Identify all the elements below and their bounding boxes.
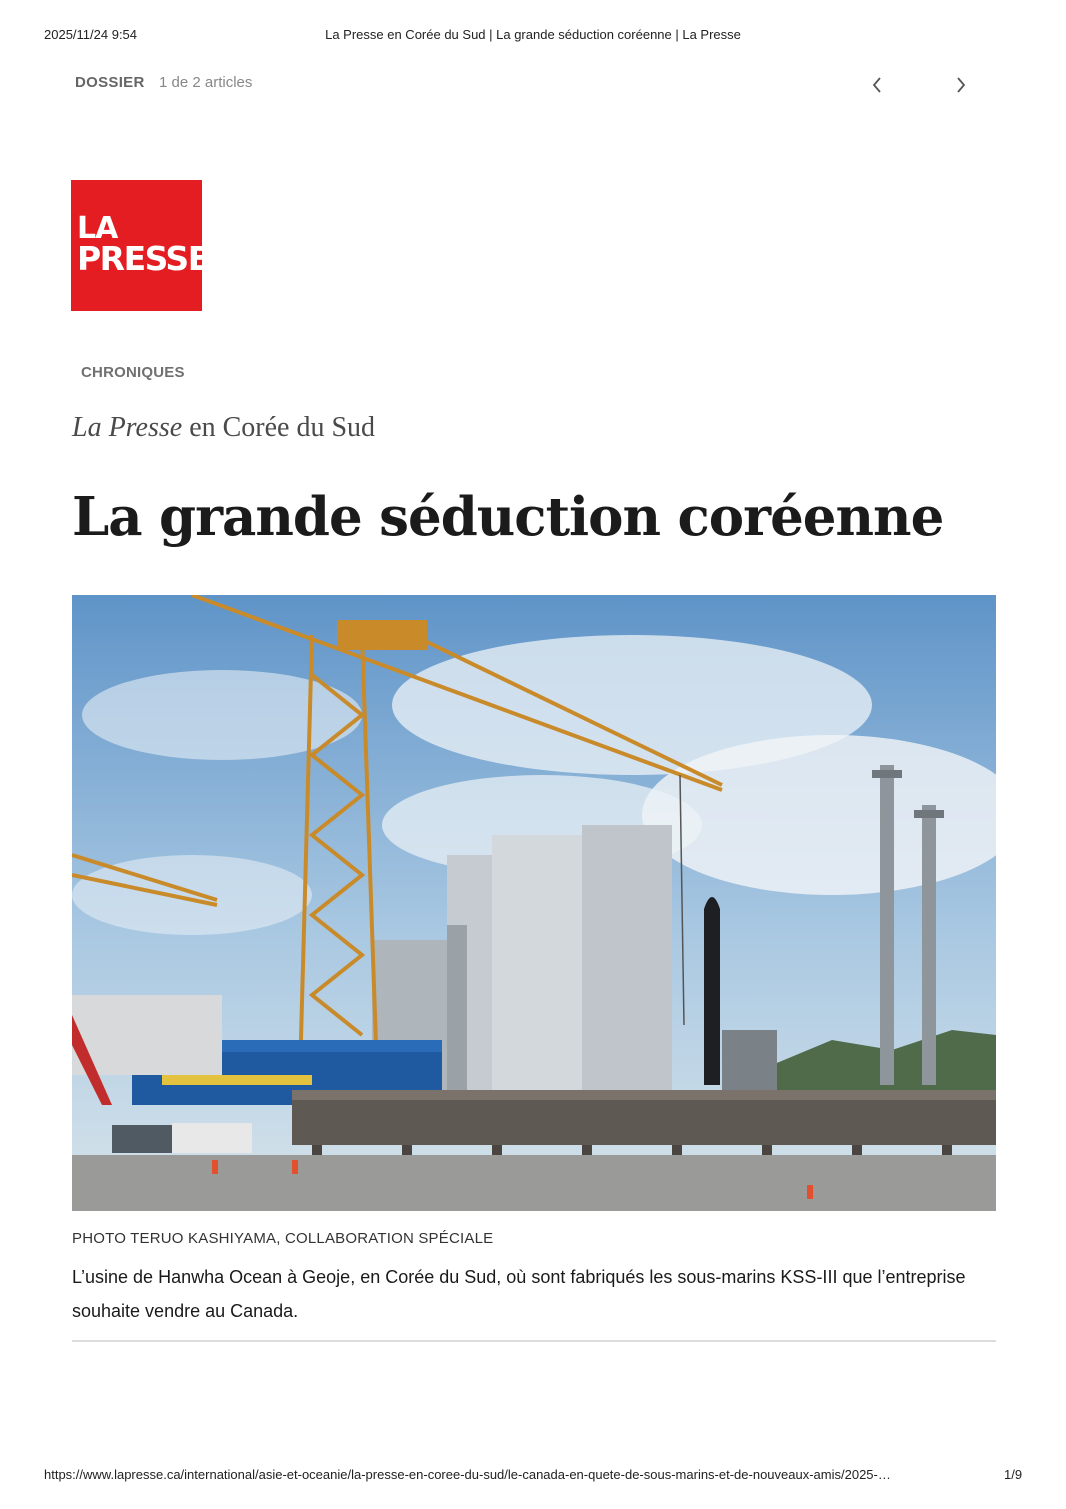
section-label[interactable]: CHRONIQUES: [81, 364, 185, 381]
divider: [72, 1340, 996, 1342]
photo-credit: PHOTO TERUO KASHIYAMA, COLLABORATION SPÉCIALE: [72, 1230, 494, 1247]
print-datetime: 2025/11/24 9:54: [44, 27, 138, 42]
article-headline: La grande séduction coréenne: [72, 486, 944, 548]
la-presse-logo[interactable]: [71, 180, 209, 311]
series-title-rest: en Corée du Sud: [182, 412, 376, 443]
logo-line-2: PRESSE: [77, 239, 209, 278]
series-title[interactable]: [72, 412, 375, 444]
print-footer: [0, 1467, 1066, 1485]
article-photo: [72, 595, 996, 1211]
print-page-number: 1/9: [1004, 1467, 1023, 1482]
print-page-title: La Presse en Corée du Sud | La grande séduction coréenne | La Presse: [325, 27, 741, 42]
dossier-bar: [75, 74, 975, 98]
next-article-button[interactable]: [951, 74, 971, 96]
photo-caption: L’usine de Hanwha Ocean à Geoje, en Corée du Sud, où sont fabriqués les sous-marins KSS-III que l’entreprise souhaite vendre au Canada.: [72, 1267, 966, 1321]
chevron-right-icon: [955, 76, 967, 94]
logo-line-1: LA: [77, 211, 118, 246]
print-url: https://www.lapresse.ca/international/asie-et-oceanie/la-presse-en-coree-du-sud/le-canada-en-quete-de-sous-marins-et-de-nouveaux-amis/2025-…: [44, 1467, 891, 1482]
dossier-label: DOSSIER: [75, 74, 145, 91]
print-header: [0, 27, 1066, 45]
chevron-left-icon: [871, 76, 883, 94]
previous-article-button[interactable]: [867, 74, 887, 96]
dossier-article-count: 1 de 2 articles: [159, 74, 253, 91]
series-title-italic: La Presse: [72, 412, 183, 443]
